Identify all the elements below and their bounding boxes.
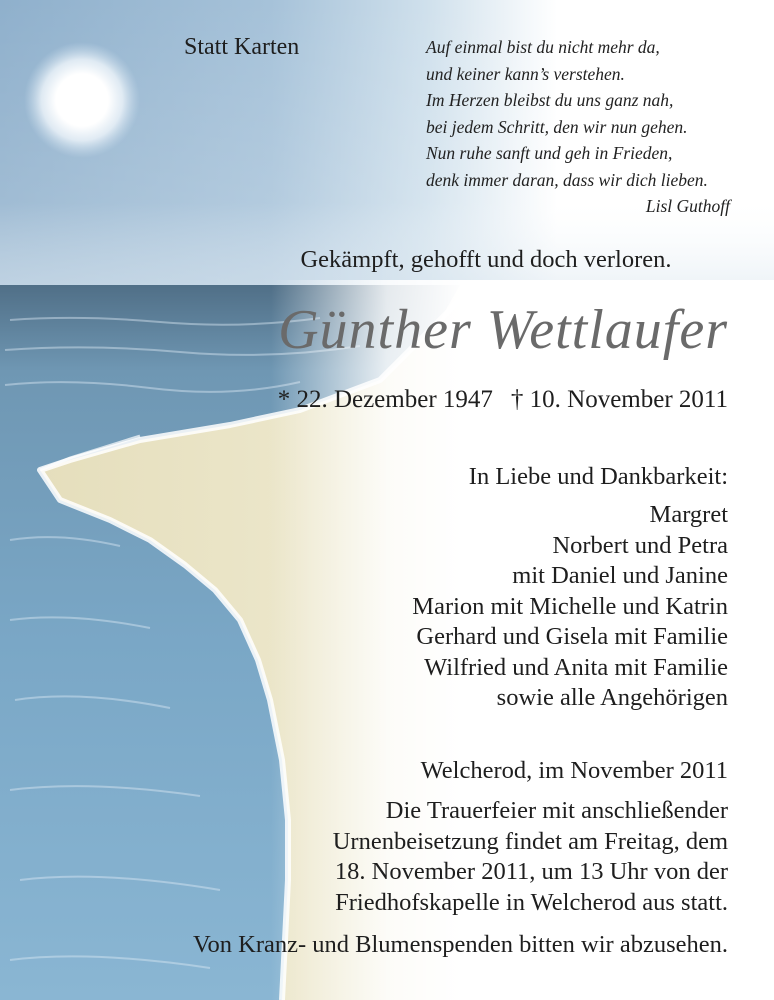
mourner-name: Margret bbox=[649, 501, 728, 528]
poem bbox=[426, 34, 736, 220]
service-line: Urnenbeisetzung findet am Freitag, dem bbox=[332, 827, 728, 855]
mourners-intro bbox=[469, 462, 728, 493]
poem-line: Nun ruhe sanft und geh in Frieden, bbox=[426, 143, 673, 163]
place-date-text: Welcherod, im November 2011 bbox=[420, 757, 728, 784]
poem-line: und keiner kann’s verstehen. bbox=[426, 63, 625, 84]
service-line: Friedhofskapelle in Welcherod aus statt. bbox=[335, 888, 728, 916]
mourner-name: sowie alle Angehörigen bbox=[496, 684, 728, 711]
poem-author: Lisl Guthoff bbox=[645, 196, 730, 216]
place-date bbox=[421, 756, 728, 787]
mourners-intro-text: In Liebe und Dankbarkeit: bbox=[468, 463, 728, 490]
poem-line: bei jedem Schritt, den wir nun gehen. bbox=[426, 116, 688, 137]
death-date: † 10. November 2011 bbox=[510, 386, 728, 413]
poem-line: Im Herzen bleibst du uns ganz nah, bbox=[426, 90, 674, 110]
motto: Gekämpft, gehofft und doch verloren. bbox=[300, 246, 672, 273]
deceased-name: Günther Wettlaufer bbox=[278, 299, 728, 361]
service-info bbox=[333, 796, 728, 918]
life-dates bbox=[150, 386, 728, 414]
mourner-name: Gerhard und Gisela mit Familie bbox=[416, 623, 728, 650]
mourners-list bbox=[412, 500, 728, 714]
poem-line: denk immer daran, dass wir dich lieben. bbox=[426, 169, 708, 190]
mourner-name: Norbert und Petra bbox=[552, 531, 728, 559]
service-line: 18. November 2011, um 13 Uhr von der bbox=[334, 858, 728, 885]
closing-note bbox=[193, 930, 728, 961]
closing-text: Von Kranz- und Blumenspenden bitten wir abzusehen. bbox=[192, 931, 728, 958]
mourner-name: mit Daniel und Janine bbox=[512, 562, 728, 589]
mourner-name: Marion mit Michelle und Katrin bbox=[412, 592, 728, 620]
statt-karten-label: Statt Karten bbox=[184, 34, 300, 60]
birth-date: * 22. Dezember 1947 bbox=[277, 386, 493, 413]
mourner-name: Wilfried und Anita mit Familie bbox=[424, 653, 728, 681]
poem-line: Auf einmal bist du nicht mehr da, bbox=[426, 37, 660, 57]
service-line: Die Trauerfeier mit anschließender bbox=[385, 797, 728, 824]
